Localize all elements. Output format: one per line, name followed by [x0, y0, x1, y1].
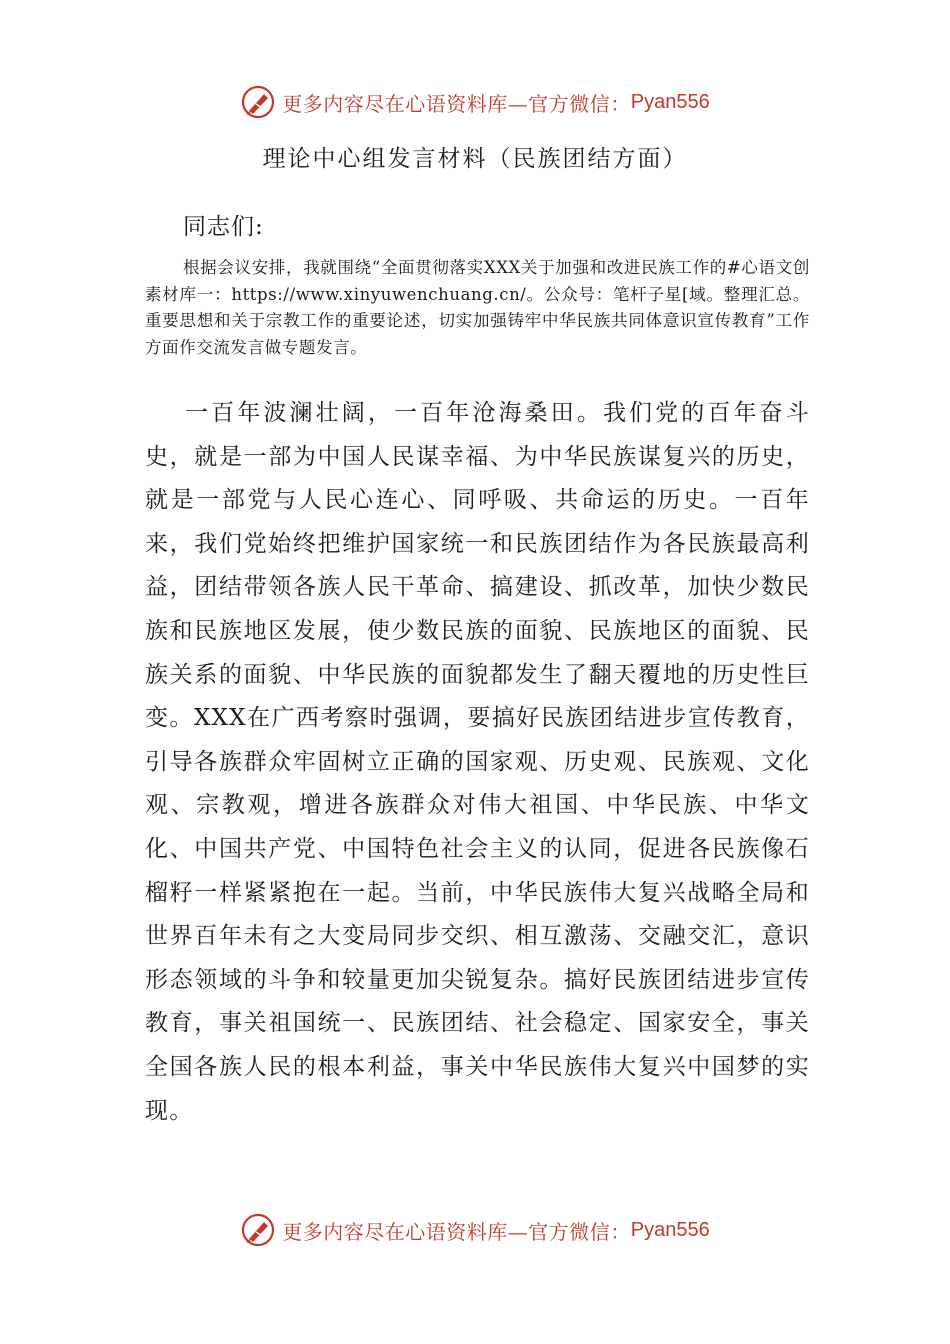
pen-logo-icon: [240, 84, 276, 120]
wechat-id: Pyan556: [630, 90, 710, 113]
banner-text: 更多内容尽在心语资料库—官方微信：: [282, 91, 631, 116]
body-paragraph: 一百年波澜壮阔，一百年沧海桑田。我们党的百年奋斗史，就是一部为中国人民谋幸福、为中华民族谋复兴的历史，就是一部党与人民心连心、同呼吸、共命运的历史。一百年来，我们党始终把维护国家统一和民族团结作为各民族最高利益，团结带领各族人民干革命、搞建设、抓改革，加快少数民族和民族地区发展，使少数民族的面貌、民族地区的面貌、民族关系的面貌、中华民族的面貌都发生了翻天覆地的历史性巨变。XXX在广西考察时强调，要搞好民族团结进步宣传教育，引导各族群众牢固树立正确的国家观、历史观、民族观、文化观、宗教观，增进各族群众对伟大祖国、中华民族、中华文化、中国共产党、中国特色社会主义的认同，促进各民族像石榴籽一样紧紧抱在一起。当前，中华民族伟大复兴战略全局和世界百年未有之大变局同步交织、相互激荡、交融交汇，意识形态领域的斗争和较量更加尖锐复杂。搞好民族团结进步宣传教育，事关祖国统一、民族团结、社会稳定、国家安全，事关全国各族人民的根本利益，事关中华民族伟大复兴中国梦的实现。: [145, 400, 810, 1124]
footer-banner: [0, 1210, 950, 1250]
pen-logo-icon: [240, 1212, 276, 1248]
salutation: 同志们:: [183, 214, 264, 240]
wechat-id: Pyan556: [630, 1218, 710, 1241]
header-banner: [0, 82, 950, 122]
document-title: 理论中心组发言材料（民族团结方面）: [262, 146, 688, 172]
banner-text: 更多内容尽在心语资料库—官方微信：: [282, 1219, 631, 1244]
intro-paragraph: 根据会议安排，我就围绕“全面贯彻落实XXX关于加强和改进民族工作的#心语文创素材库一：https://www.xinyuwenchuang.cn/。公众号：笔杆子星[域。整理汇总。重要思想和关于宗教工作的重要论述，切实加强铸牢中华民族共同体意识宣传教育”工作方面作交流发言做专题发言。: [145, 258, 810, 357]
